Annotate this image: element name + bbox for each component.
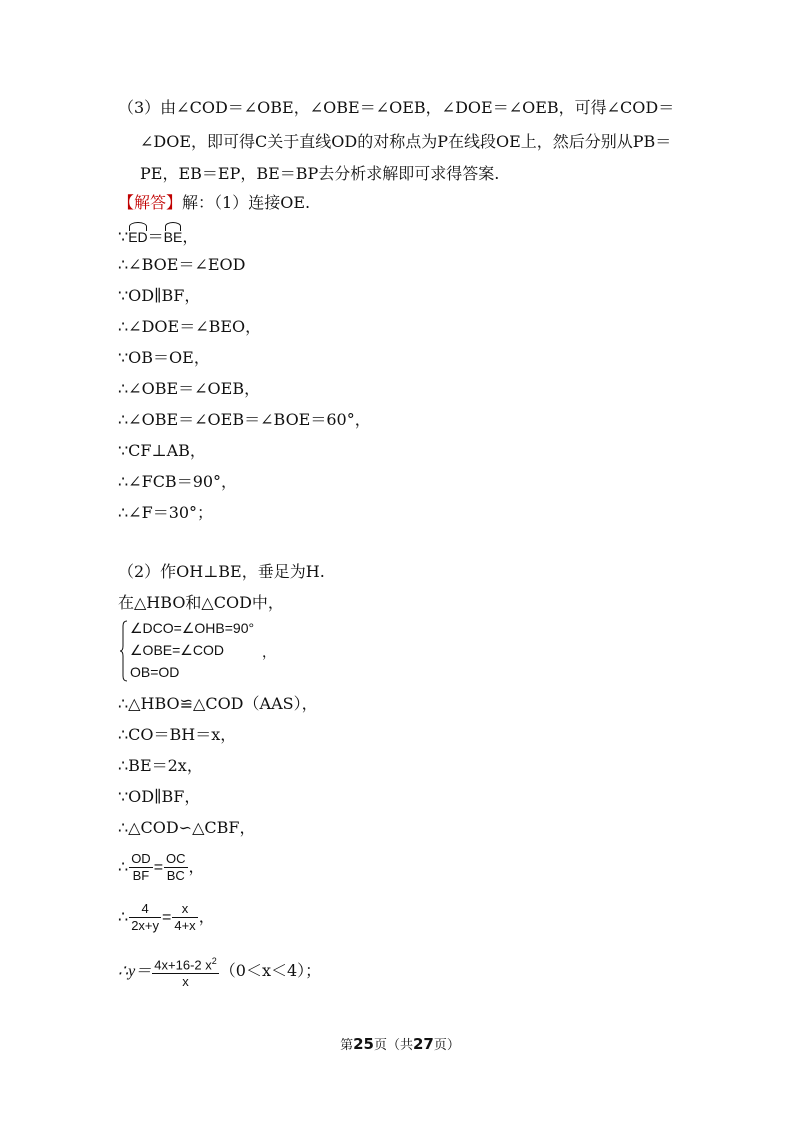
footer-text: 第 — [340, 1038, 354, 1053]
step-line: ∴∠FCB＝90°， — [118, 472, 238, 491]
step-line: ∴BE＝2x， — [118, 756, 203, 775]
step-line: ∴∠OBE＝∠OEB＝∠BOE＝60°， — [118, 410, 371, 429]
fraction — [129, 851, 153, 884]
fraction-line-2 — [118, 900, 215, 935]
numerator: OD — [131, 851, 151, 866]
answer-tag: 【解答】 — [118, 193, 183, 212]
triangles-intro: 在△HBO和△COD中， — [118, 593, 284, 612]
step-line: ∵CF⊥AB， — [118, 441, 206, 460]
step-line: ∴∠F＝30°； — [118, 503, 214, 522]
step-line: ∴∠DOE＝∠BEO， — [118, 317, 262, 336]
left-brace-icon — [120, 620, 128, 682]
numerator: 4 — [129, 901, 161, 918]
fraction-line-3 — [118, 953, 321, 990]
numerator — [152, 953, 218, 974]
denominator: x — [182, 974, 189, 990]
footer-text: 页（共 — [373, 1038, 413, 1053]
equals-sign: = — [162, 909, 172, 926]
analysis-line-2: ∠DOE，即可得C关于直线OD的对称点为P在线段OE上，然后分别从PB＝ — [140, 132, 672, 151]
arc-equality-line — [118, 222, 198, 248]
fraction-line-1 — [118, 850, 205, 885]
arc-be: BE — [164, 222, 183, 248]
exponent: 2 — [211, 956, 217, 966]
step-line: ∴△HBO≌△COD（AAS）， — [118, 694, 318, 713]
answer-intro: 解：（1）连接OE. — [182, 193, 311, 212]
answer-header — [118, 192, 310, 214]
numerator-text: 4x+16-2 x — [154, 957, 212, 973]
part2-intro: （2）作OH⊥BE，垂足为H. — [118, 562, 325, 581]
page-number: 25 — [353, 1035, 374, 1053]
system-row: OB=OD — [130, 664, 180, 680]
denominator: 4+x — [174, 918, 196, 933]
comma: ， — [188, 857, 205, 876]
denominator: BF — [132, 868, 150, 883]
therefore-symbol: ∴ — [118, 907, 129, 926]
comma: ， — [182, 227, 199, 246]
domain-condition: （0＜x＜4）； — [219, 961, 322, 981]
equals-sign: = — [153, 859, 164, 876]
fraction — [129, 901, 161, 934]
numerator: x — [172, 901, 197, 918]
therefore-symbol: ∴ — [118, 857, 129, 876]
step-line: ∴△COD∽△CBF， — [118, 818, 256, 837]
step-line: ∵OD∥BF， — [118, 286, 201, 305]
denominator: 2x+y — [131, 918, 160, 933]
step-line: ∴∠OBE＝∠OEB， — [118, 379, 261, 398]
footer-text: 页） — [433, 1038, 460, 1053]
fraction — [172, 901, 197, 934]
step-line: ∵OD∥BF， — [118, 787, 201, 806]
system-row: ∠DCO=∠OHB=90° — [130, 620, 255, 636]
step-line: ∴CO＝BH＝x， — [118, 725, 237, 744]
total-pages: 27 — [413, 1035, 434, 1053]
because-symbol: ∵ — [118, 227, 129, 246]
result-prefix: ∴y＝ — [118, 963, 152, 981]
page-footer — [0, 1034, 800, 1053]
step-line: ∵OB＝OE， — [118, 348, 210, 367]
system-suffix: ， — [262, 644, 276, 660]
step-line: ∴∠BOE＝∠EOD — [118, 255, 246, 274]
comma: ， — [198, 907, 215, 926]
system-row: ∠OBE=∠COD — [130, 642, 224, 658]
fraction — [152, 953, 218, 990]
equals-sign: ＝ — [147, 227, 164, 246]
analysis-line-1: （3）由∠COD＝∠OBE，∠OBE＝∠OEB，∠DOE＝∠OEB，可得∠COD＝ — [118, 98, 675, 117]
fraction — [164, 851, 188, 884]
analysis-line-3: PE，EB＝EP，BE＝BP去分析求解即可求得答案. — [140, 164, 500, 183]
denominator: BC — [166, 868, 185, 883]
numerator: OC — [166, 851, 186, 866]
arc-ed: ED — [128, 222, 147, 248]
